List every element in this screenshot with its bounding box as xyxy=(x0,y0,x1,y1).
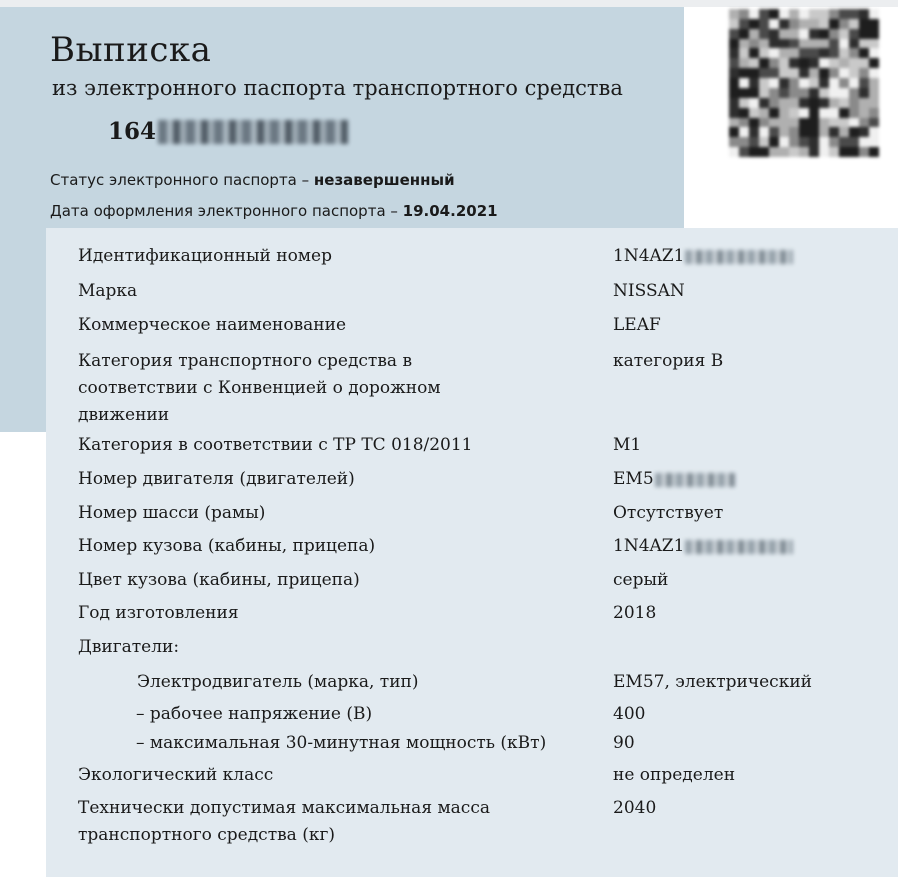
qr-cell xyxy=(769,58,779,68)
qr-cell xyxy=(859,78,869,88)
passport-number-redaction xyxy=(158,120,348,144)
qr-cell xyxy=(809,9,819,19)
qr-cell xyxy=(759,118,769,128)
qr-cell xyxy=(779,137,789,147)
qr-cell xyxy=(779,98,789,108)
qr-cell xyxy=(859,127,869,137)
qr-cell xyxy=(779,78,789,88)
qr-cell xyxy=(819,88,829,98)
qr-cell xyxy=(849,78,859,88)
qr-cell xyxy=(849,147,859,157)
row-label: Категория транспортного средства в соответствии с Конвенцией о дорожном движении xyxy=(78,351,441,425)
qr-cell xyxy=(749,19,759,29)
qr-cell xyxy=(799,19,809,29)
qr-cell xyxy=(769,108,779,118)
row-label: – рабочее напряжение (В) xyxy=(136,704,373,724)
qr-cell xyxy=(839,118,849,128)
qr-cell xyxy=(729,118,739,128)
qr-cell xyxy=(769,39,779,49)
qr-cell xyxy=(789,29,799,39)
qr-cell xyxy=(739,78,749,88)
qr-cell xyxy=(749,29,759,39)
status-value: незавершенный xyxy=(313,171,455,189)
qr-cell xyxy=(869,29,879,39)
qr-cell xyxy=(809,127,819,137)
qr-cell xyxy=(799,98,809,108)
qr-cell xyxy=(809,137,819,147)
qr-cell xyxy=(849,58,859,68)
qr-cell xyxy=(819,118,829,128)
qr-cell xyxy=(739,118,749,128)
qr-cell xyxy=(769,29,779,39)
date-value: 19.04.2021 xyxy=(402,202,498,220)
qr-cell xyxy=(739,9,749,19)
qr-cell xyxy=(859,29,869,39)
qr-cell xyxy=(749,48,759,58)
row-value: LEAF xyxy=(613,315,661,335)
qr-cell xyxy=(749,118,759,128)
qr-cell xyxy=(739,108,749,118)
qr-cell xyxy=(799,127,809,137)
qr-cell xyxy=(789,127,799,137)
qr-cell xyxy=(869,9,879,19)
qr-cell xyxy=(839,127,849,137)
row-label: Цвет кузова (кабины, прицепа) xyxy=(78,570,360,590)
qr-cell xyxy=(779,127,789,137)
qr-cell xyxy=(799,29,809,39)
qr-cell xyxy=(809,98,819,108)
qr-cell xyxy=(859,19,869,29)
qr-cell xyxy=(859,118,869,128)
qr-cell xyxy=(749,137,759,147)
qr-cell xyxy=(869,98,879,108)
qr-cell xyxy=(809,39,819,49)
qr-cell xyxy=(759,39,769,49)
qr-cell xyxy=(799,137,809,147)
qr-cell xyxy=(819,68,829,78)
row-label: Категория в соответствии с ТР ТС 018/2011 xyxy=(78,435,473,455)
qr-cell xyxy=(869,137,879,147)
top-strip xyxy=(0,0,898,7)
passport-number xyxy=(108,118,348,145)
qr-cell xyxy=(799,68,809,78)
qr-cell xyxy=(729,98,739,108)
qr-cell xyxy=(729,39,739,49)
qr-cell xyxy=(799,39,809,49)
qr-cell xyxy=(729,19,739,29)
qr-cell xyxy=(829,127,839,137)
qr-cell xyxy=(779,118,789,128)
qr-cell xyxy=(779,9,789,19)
qr-cell xyxy=(839,98,849,108)
qr-cell xyxy=(859,39,869,49)
qr-cell xyxy=(789,147,799,157)
qr-cell xyxy=(789,39,799,49)
qr-cell xyxy=(839,39,849,49)
qr-cell xyxy=(789,88,799,98)
qr-cell xyxy=(779,108,789,118)
qr-cell xyxy=(839,19,849,29)
qr-cell xyxy=(769,118,779,128)
qr-cell xyxy=(829,78,839,88)
qr-cell xyxy=(759,88,769,98)
date-line xyxy=(50,202,498,220)
qr-cell xyxy=(849,108,859,118)
qr-cell xyxy=(799,78,809,88)
qr-cell xyxy=(759,19,769,29)
qr-cell xyxy=(759,137,769,147)
qr-cell xyxy=(829,29,839,39)
qr-cell xyxy=(839,68,849,78)
qr-cell xyxy=(739,19,749,29)
qr-cell xyxy=(729,68,739,78)
qr-cell xyxy=(779,58,789,68)
qr-cell xyxy=(849,48,859,58)
qr-cell xyxy=(849,98,859,108)
qr-cell xyxy=(779,29,789,39)
qr-cell xyxy=(789,118,799,128)
qr-cell xyxy=(869,68,879,78)
qr-cell xyxy=(759,147,769,157)
qr-cell xyxy=(799,88,809,98)
qr-cell xyxy=(739,68,749,78)
qr-cell xyxy=(729,9,739,19)
qr-cell xyxy=(759,29,769,39)
qr-cell xyxy=(769,137,779,147)
qr-cell xyxy=(819,147,829,157)
row-label: Год изготовления xyxy=(78,603,239,623)
qr-cell xyxy=(859,137,869,147)
qr-cell xyxy=(829,137,839,147)
row-label: Марка xyxy=(78,281,138,301)
qr-cell xyxy=(809,78,819,88)
qr-cell xyxy=(779,147,789,157)
status-label: Статус электронного паспорта – xyxy=(50,171,314,189)
qr-cell xyxy=(769,9,779,19)
qr-cell xyxy=(729,29,739,39)
qr-cell xyxy=(769,19,779,29)
row-label: Коммерческое наименование xyxy=(78,315,346,335)
qr-cell xyxy=(739,147,749,157)
qr-cell xyxy=(829,39,839,49)
row-label: Экологический класс xyxy=(78,765,274,785)
row-value-text: EM5 xyxy=(613,469,654,489)
qr-cell xyxy=(799,147,809,157)
qr-cell xyxy=(809,48,819,58)
qr-cell xyxy=(809,88,819,98)
qr-cell xyxy=(839,108,849,118)
qr-cell xyxy=(799,108,809,118)
redaction xyxy=(685,250,793,264)
qr-cell xyxy=(839,58,849,68)
qr-cell xyxy=(799,9,809,19)
redaction xyxy=(685,540,793,554)
qr-cell xyxy=(829,68,839,78)
qr-cell xyxy=(789,108,799,118)
qr-cell xyxy=(739,137,749,147)
qr-cell xyxy=(859,108,869,118)
qr-cell xyxy=(829,58,839,68)
qr-cell xyxy=(749,147,759,157)
qr-cell xyxy=(779,39,789,49)
qr-cell xyxy=(849,127,859,137)
qr-cell xyxy=(729,78,739,88)
qr-cell xyxy=(769,88,779,98)
qr-cell xyxy=(769,48,779,58)
qr-cell xyxy=(729,48,739,58)
qr-cell xyxy=(869,108,879,118)
qr-cell xyxy=(739,48,749,58)
qr-cell xyxy=(819,39,829,49)
qr-cell xyxy=(859,98,869,108)
status-line xyxy=(50,171,455,189)
qr-cell xyxy=(759,78,769,88)
qr-cell xyxy=(749,9,759,19)
qr-cell xyxy=(819,58,829,68)
qr-cell xyxy=(819,48,829,58)
row-label: Двигатели: xyxy=(78,637,180,657)
row-label: Электродвигатель (марка, тип) xyxy=(137,672,419,692)
qr-cell xyxy=(859,68,869,78)
qr-cell xyxy=(849,9,859,19)
qr-cell xyxy=(749,58,759,68)
row-value: NISSAN xyxy=(613,281,685,301)
qr-cell xyxy=(759,98,769,108)
qr-cell xyxy=(849,19,859,29)
qr-cell xyxy=(869,147,879,157)
qr-cell xyxy=(729,127,739,137)
qr-cell xyxy=(859,48,869,58)
qr-cell xyxy=(759,9,769,19)
qr-cell xyxy=(839,137,849,147)
row-value: 2040 xyxy=(613,798,657,818)
qr-cell xyxy=(789,19,799,29)
qr-cell xyxy=(779,68,789,78)
row-value: 400 xyxy=(613,704,646,724)
qr-cell xyxy=(769,68,779,78)
qr-cell xyxy=(819,19,829,29)
qr-cell xyxy=(819,98,829,108)
qr-cell xyxy=(849,137,859,147)
qr-cell xyxy=(799,58,809,68)
qr-cell xyxy=(729,58,739,68)
qr-cell xyxy=(759,108,769,118)
qr-cell xyxy=(809,19,819,29)
qr-cell xyxy=(839,88,849,98)
passport-number-visible: 164 xyxy=(108,118,157,145)
qr-cell xyxy=(849,88,859,98)
qr-cell xyxy=(789,78,799,88)
row-label: Номер кузова (кабины, прицепа) xyxy=(78,536,376,556)
qr-cell xyxy=(869,127,879,137)
qr-cell xyxy=(809,118,819,128)
qr-cell xyxy=(829,9,839,19)
row-value-text: 1N4AZ1 xyxy=(613,536,685,556)
qr-cell xyxy=(869,19,879,29)
qr-cell xyxy=(739,127,749,137)
document-subtitle: из электронного паспорта транспортного средства xyxy=(52,76,623,100)
qr-cell xyxy=(739,98,749,108)
row-label: – максимальная 30-минутная мощность (кВт) xyxy=(136,733,547,753)
qr-cell xyxy=(839,78,849,88)
qr-cell xyxy=(779,19,789,29)
row-value: категория В xyxy=(613,351,724,371)
qr-cell xyxy=(849,39,859,49)
qr-cell xyxy=(789,68,799,78)
qr-cell xyxy=(779,48,789,58)
qr-cell xyxy=(829,88,839,98)
qr-cell xyxy=(759,48,769,58)
qr-cell xyxy=(869,39,879,49)
qr-cell xyxy=(759,58,769,68)
qr-cell xyxy=(829,118,839,128)
qr-cell xyxy=(839,147,849,157)
redaction xyxy=(655,473,735,487)
date-label: Дата оформления электронного паспорта – xyxy=(50,202,403,220)
row-value: не определен xyxy=(613,765,736,785)
qr-cell xyxy=(789,98,799,108)
qr-cell xyxy=(819,9,829,19)
row-value: 90 xyxy=(613,733,635,753)
qr-cell xyxy=(859,58,869,68)
row-label: Номер двигателя (двигателей) xyxy=(78,469,355,489)
qr-cell xyxy=(749,68,759,78)
qr-cell xyxy=(799,118,809,128)
row-value-text: 1N4AZ1 xyxy=(613,246,685,266)
qr-cell xyxy=(869,118,879,128)
qr-cell xyxy=(829,98,839,108)
qr-cell xyxy=(739,29,749,39)
qr-cell xyxy=(769,78,779,88)
row-label: Технически допустимая максимальная масса транспортного средства (кг) xyxy=(78,798,490,845)
qr-cell xyxy=(749,78,759,88)
qr-cell xyxy=(729,88,739,98)
qr-cell xyxy=(859,147,869,157)
qr-cell xyxy=(749,39,759,49)
qr-cell xyxy=(769,98,779,108)
qr-cell xyxy=(819,127,829,137)
qr-cell xyxy=(819,29,829,39)
qr-cell xyxy=(749,127,759,137)
qr-cell xyxy=(749,98,759,108)
qr-cell xyxy=(809,108,819,118)
qr-cell xyxy=(739,58,749,68)
qr-cell xyxy=(839,48,849,58)
qr-cell xyxy=(869,58,879,68)
qr-cell xyxy=(789,9,799,19)
qr-cell xyxy=(829,108,839,118)
qr-cell xyxy=(829,48,839,58)
qr-cell xyxy=(729,147,739,157)
qr-cell xyxy=(829,19,839,29)
qr-cell xyxy=(749,88,759,98)
qr-cell xyxy=(809,29,819,39)
qr-cell xyxy=(789,58,799,68)
qr-cell xyxy=(759,127,769,137)
row-value xyxy=(613,466,735,493)
qr-cell xyxy=(839,29,849,39)
qr-cell xyxy=(769,147,779,157)
qr-cell xyxy=(859,88,869,98)
qr-code-pixelated xyxy=(729,9,879,157)
row-value: 2018 xyxy=(613,603,657,623)
row-label: Номер шасси (рамы) xyxy=(78,503,266,523)
qr-cell xyxy=(809,68,819,78)
qr-cell xyxy=(849,29,859,39)
qr-cell xyxy=(729,108,739,118)
row-label: Идентификационный номер xyxy=(78,246,332,266)
qr-cell xyxy=(739,39,749,49)
row-value: М1 xyxy=(613,435,642,455)
qr-cell xyxy=(759,68,769,78)
qr-cell xyxy=(869,78,879,88)
qr-cell xyxy=(789,48,799,58)
qr-cell xyxy=(829,147,839,157)
qr-cell xyxy=(729,137,739,147)
qr-cell xyxy=(789,137,799,147)
qr-cell xyxy=(809,147,819,157)
qr-cell xyxy=(839,9,849,19)
qr-cell xyxy=(849,68,859,78)
document-title: Выписка xyxy=(50,30,212,70)
qr-cell xyxy=(779,88,789,98)
row-value: серый xyxy=(613,570,669,590)
qr-cell xyxy=(769,127,779,137)
qr-cell xyxy=(869,88,879,98)
qr-cell xyxy=(859,9,869,19)
qr-cell xyxy=(819,78,829,88)
qr-cell xyxy=(849,118,859,128)
qr-cell xyxy=(739,88,749,98)
row-value xyxy=(613,533,793,560)
qr-cell xyxy=(869,48,879,58)
row-value xyxy=(613,243,793,270)
qr-cell xyxy=(819,108,829,118)
vehicle-info-card xyxy=(46,228,898,877)
qr-cell xyxy=(809,58,819,68)
qr-cell xyxy=(819,137,829,147)
qr-cell xyxy=(749,108,759,118)
qr-cell xyxy=(799,48,809,58)
row-value: Отсутствует xyxy=(613,503,724,523)
row-value: EM57, электрический xyxy=(613,672,812,692)
